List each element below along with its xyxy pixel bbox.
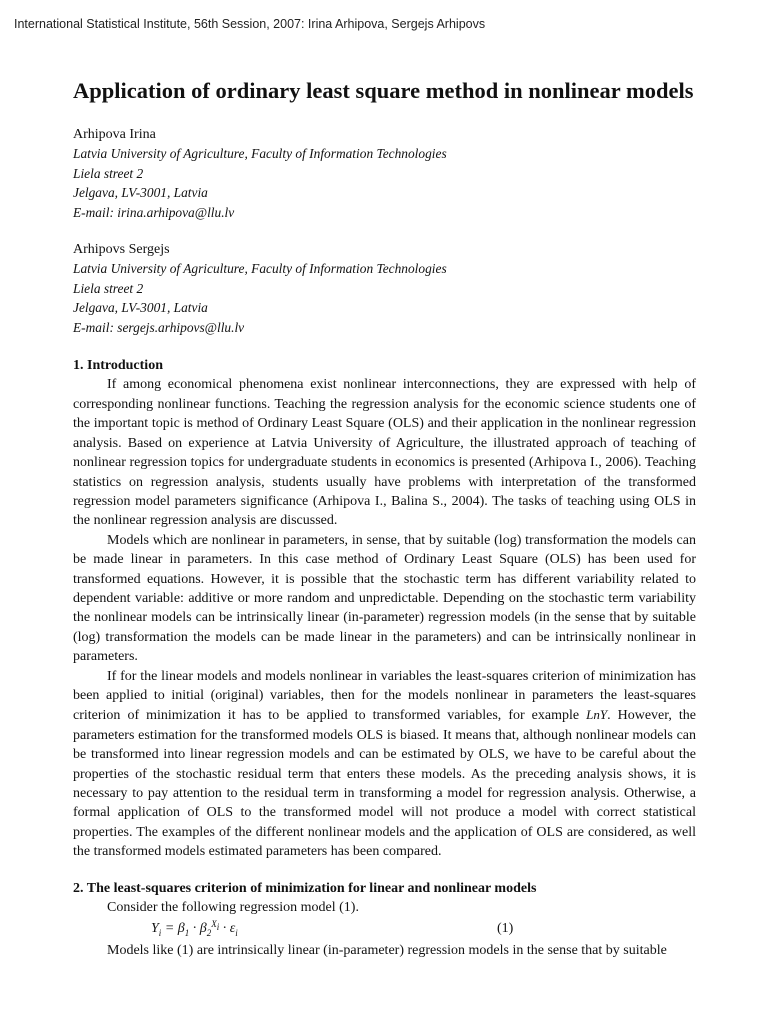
paper-page	[73, 74, 696, 961]
author-email: E-mail: irina.arhipova@llu.lv	[73, 204, 235, 220]
author-block	[73, 125, 696, 222]
author-street: Liela street 2	[73, 165, 144, 181]
running-head: International Statistical Institute, 56th Session, 2007: Irina Arhipova, Sergejs Arhipovs	[14, 17, 486, 31]
section2-paragraph-2: Models like (1) are intrinsically linear (in-parameter) regression models in the sense that by suitable	[107, 943, 667, 959]
section-heading-least-squares: 2. The least-squares criterion of minimization for linear and nonlinear models	[73, 880, 537, 896]
author-city: Jelgava, LV-3001, Latvia	[73, 185, 208, 201]
equation-1	[73, 917, 696, 941]
author-city: Jelgava, LV-3001, Latvia	[73, 300, 208, 316]
intro-paragraph-1: If among economical phenomena exist nonlinear interconnections, they are expressed with help of corresponding nonlinear functions. Teaching the regression analysis for the economic science students one of the important topic is method of Ordinary Least Square (OLS) and their application in the nonlinear regression analysis. Based on experience at Latvia University of Agriculture, the illustrated approach of teaching of nonlinear regression topics for undergraduate students in economics is presented (Arhipova I., 2006). Teaching statistics on regression analysis, students usually have problems with interpretation of the transformed regression model parameters significance (Arhipova I., Balina S., 2004). The tasks of teaching using OLS in the nonlinear regression analysis are discussed.	[73, 377, 696, 529]
paper-title: Application of ordinary least square method in nonlinear models	[73, 78, 694, 103]
author-name: Arhipovs Sergejs	[73, 242, 170, 258]
section2-paragraph-1: Consider the following regression model (1).	[107, 900, 359, 916]
paragraph-text: If for the linear models and models nonlinear in variables the least-squares criterion of minimization has been applied to initial (original) variables, then for the models nonlinear in parameters the least-squares criterion of minimization it has to be applied to transformed variables, for example	[73, 668, 696, 724]
intro-paragraph-3	[73, 667, 696, 862]
paragraph-text: . However, the parameters estimation for the transformed models OLS is biased. It means that, although nonlinear models can be transformed into linear regression models and can be estimated by OLS, we have to be careful about the properties of the stochastic residual term that enters these models. As the preceding analysis shows, it is necessary to pay attention to the residual term in transforming a model for regression analysis. Otherwise, a formal application of OLS to the transformed model will not produce a model with correct statistical properties. The examples of the different nonlinear models and the application of OLS are considered, as well the transformed models estimated parameters has been compared.	[73, 708, 696, 860]
section-heading-introduction: 1. Introduction	[73, 358, 163, 374]
equation-number: (1)	[497, 921, 514, 937]
author-street: Liela street 2	[73, 280, 144, 296]
author-name: Arhipova Irina	[73, 127, 156, 142]
author-affiliation: Latvia University of Agriculture, Faculty of Information Technologies	[73, 261, 447, 277]
variable-lny: LnY	[586, 707, 608, 723]
author-block	[73, 240, 696, 337]
author-affiliation: Latvia University of Agriculture, Faculty of Information Technologies	[73, 146, 447, 162]
intro-paragraph-2: Models which are nonlinear in parameters, in sense, that by suitable (log) transformation the models can be made linear in parameters. In this case method of Ordinary Least Square (OLS) has been used for transformed equations. However, it is possible that the stochastic term has different variability related to dependent variable: additive or more random and unpredictable. Depending on the stochastic term variability the nonlinear models can be intrinsically linear (in-parameter) regression models (in the sense that by suitable (log) transformation the models can be made linear in the parameters) and can be intrinsically nonlinear in parameters.	[73, 532, 696, 665]
equation-formula: $Y_i = \beta_1 \cdot \beta_2^{X_i} \cdot \varepsilon_i$	[151, 918, 238, 939]
author-email: E-mail: sergejs.arhipovs@llu.lv	[73, 319, 245, 335]
